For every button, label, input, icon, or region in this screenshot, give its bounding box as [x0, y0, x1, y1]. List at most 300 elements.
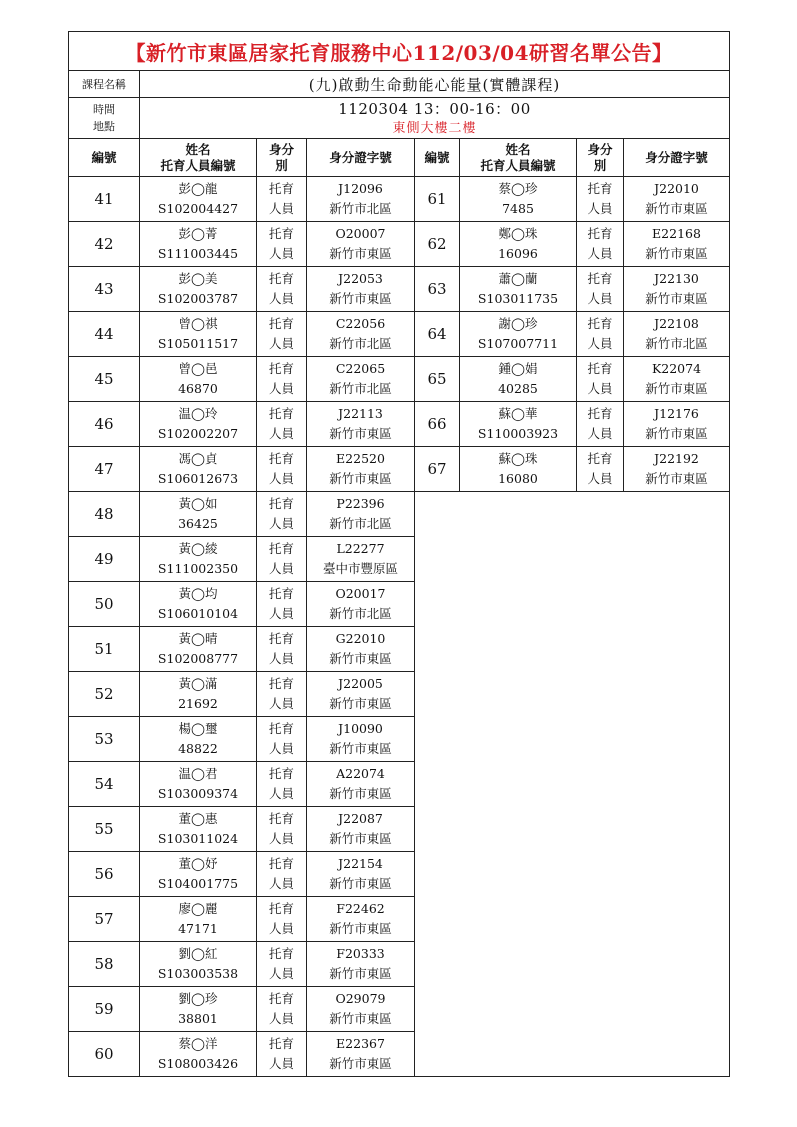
person-name: 楊◯璽 [178, 721, 218, 736]
person-name: 鍾◯娟 [498, 361, 538, 376]
id-area: 新竹市東區 [329, 426, 392, 441]
role-line2: 人員 [268, 471, 294, 486]
role-line2: 人員 [268, 516, 294, 531]
row-number-right: 66 [415, 402, 460, 447]
role-line1: 托育 [268, 181, 294, 196]
col-header-name-line1: 姓名 [185, 141, 211, 157]
person-name: 蔡◯洋 [178, 1036, 218, 1051]
role-line2: 人員 [268, 246, 294, 261]
row-number: 47 [69, 447, 140, 492]
id-number: C22065 [335, 361, 386, 376]
row-id-cell [307, 447, 415, 492]
row-id-cell [307, 312, 415, 357]
caregiver-code: S103009374 [157, 786, 239, 801]
role-line2: 人員 [268, 426, 294, 441]
person-name: 黃◯均 [178, 586, 218, 601]
id-number: A22074 [336, 766, 385, 781]
caregiver-code: S105011517 [157, 336, 239, 351]
role-line1: 托育 [268, 361, 294, 376]
caregiver-code: S106012673 [157, 471, 239, 486]
row-name-cell [140, 717, 257, 762]
row-id-cell [307, 537, 415, 582]
row-number: 57 [69, 897, 140, 942]
row-role-cell [257, 897, 307, 942]
person-name: 黃◯如 [178, 496, 218, 511]
person-name: 蕭◯蘭 [498, 271, 538, 286]
row-number: 58 [69, 942, 140, 987]
row-role-cell [257, 1032, 307, 1077]
id-number: J22005 [338, 676, 383, 691]
id-number: F20333 [336, 946, 385, 961]
id-area: 新竹市東區 [329, 471, 392, 486]
id-number: J22010 [654, 181, 699, 196]
row-name-cell-right [460, 402, 577, 447]
row-number: 48 [69, 492, 140, 537]
id-area: 新竹市北區 [329, 336, 392, 351]
row-number: 42 [69, 222, 140, 267]
person-name: 馮◯貞 [178, 451, 218, 466]
id-area: 新竹市東區 [645, 426, 708, 441]
caregiver-code: 7485 [502, 201, 534, 216]
person-name: 謝◯珍 [498, 316, 538, 331]
caregiver-code: S107007711 [477, 336, 559, 351]
row-number-right: 65 [415, 357, 460, 402]
role-line1: 托育 [268, 991, 294, 1006]
row-name-cell [140, 267, 257, 312]
role-line1: 托育 [268, 811, 294, 826]
id-area: 新竹市北區 [329, 606, 392, 621]
id-number: J10090 [338, 721, 383, 736]
row-id-cell [307, 222, 415, 267]
row-name-cell [140, 987, 257, 1032]
id-area: 新竹市北區 [645, 336, 708, 351]
table-row [69, 402, 730, 447]
caregiver-code: S111003445 [157, 246, 239, 261]
role-line1: 托育 [268, 316, 294, 331]
id-area: 新竹市東區 [329, 741, 392, 756]
role-line1: 托育 [587, 451, 613, 466]
caregiver-code: S102008777 [157, 651, 239, 666]
role-line1: 托育 [268, 541, 294, 556]
role-line1: 托育 [587, 226, 613, 241]
row-name-cell [140, 672, 257, 717]
role-line2: 人員 [268, 1056, 294, 1071]
caregiver-code: S103003538 [157, 966, 239, 981]
role-line2: 人員 [268, 336, 294, 351]
person-name: 董◯妤 [178, 856, 218, 871]
row-number: 51 [69, 627, 140, 672]
row-id-cell-right [624, 267, 730, 312]
row-number: 59 [69, 987, 140, 1032]
col-header-no-right: 編號 [415, 139, 460, 177]
role-line2: 人員 [587, 246, 613, 261]
row-number: 45 [69, 357, 140, 402]
role-line1: 托育 [268, 631, 294, 646]
person-name: 黃◯滿 [178, 676, 218, 691]
id-area: 新竹市東區 [645, 246, 708, 261]
table-row [69, 267, 730, 312]
role-line2: 人員 [268, 741, 294, 756]
row-id-cell [307, 177, 415, 222]
role-line1: 托育 [587, 316, 613, 331]
row-number: 41 [69, 177, 140, 222]
role-line1: 托育 [268, 1036, 294, 1051]
role-line2: 人員 [268, 786, 294, 801]
caregiver-code: 36425 [178, 516, 218, 531]
empty-area [415, 492, 730, 1077]
row-id-cell [307, 672, 415, 717]
row-role-cell [257, 312, 307, 357]
id-area: 新竹市北區 [329, 381, 392, 396]
row-id-cell [307, 267, 415, 312]
id-area: 新竹市東區 [329, 651, 392, 666]
caregiver-code: S102002207 [157, 426, 239, 441]
row-id-cell [307, 942, 415, 987]
caregiver-code: S103011024 [157, 831, 239, 846]
id-area: 新竹市東區 [329, 966, 392, 981]
row-number: 52 [69, 672, 140, 717]
row-name-cell [140, 312, 257, 357]
role-line2: 人員 [587, 291, 613, 306]
role-line1: 托育 [268, 496, 294, 511]
row-id-cell [307, 402, 415, 447]
row-number: 55 [69, 807, 140, 852]
row-id-cell [307, 717, 415, 762]
person-name: 温◯君 [178, 766, 218, 781]
row-number: 44 [69, 312, 140, 357]
row-id-cell [307, 582, 415, 627]
row-role-cell [257, 267, 307, 312]
id-number: J12096 [338, 181, 383, 196]
col-header-role-line1-right: 身分 [587, 141, 613, 157]
row-role-cell [257, 582, 307, 627]
row-name-cell [140, 807, 257, 852]
row-id-cell-right [624, 447, 730, 492]
person-name: 蘇◯華 [498, 406, 538, 421]
row-role-cell-right [577, 267, 624, 312]
id-number: G22010 [335, 631, 386, 646]
row-role-cell-right [577, 222, 624, 267]
id-area: 新竹市東區 [329, 1011, 392, 1026]
row-role-cell [257, 672, 307, 717]
caregiver-code: 38801 [178, 1011, 218, 1026]
id-number: E22520 [336, 451, 385, 466]
row-id-cell [307, 762, 415, 807]
role-line2: 人員 [268, 876, 294, 891]
role-line1: 托育 [587, 271, 613, 286]
id-area: 新竹市東區 [645, 381, 708, 396]
role-line1: 托育 [268, 946, 294, 961]
role-line2: 人員 [268, 381, 294, 396]
row-number: 49 [69, 537, 140, 582]
caregiver-code: 40285 [498, 381, 538, 396]
time-place-values [140, 98, 730, 139]
col-header-name-line2: 托育人員編號 [160, 157, 236, 173]
person-name: 黃◯晴 [178, 631, 218, 646]
id-area: 新竹市東區 [329, 696, 392, 711]
person-name: 蔡◯珍 [498, 181, 538, 196]
person-name: 蘇◯珠 [498, 451, 538, 466]
row-role-cell [257, 222, 307, 267]
row-role-cell [257, 537, 307, 582]
row-name-cell-right [460, 357, 577, 402]
row-role-cell [257, 717, 307, 762]
row-id-cell [307, 1032, 415, 1077]
person-name: 廖◯麗 [178, 901, 218, 916]
role-line1: 托育 [268, 766, 294, 781]
id-number: J22130 [654, 271, 699, 286]
header-table [68, 31, 730, 139]
caregiver-code: S110003923 [477, 426, 559, 441]
person-name: 曾◯祺 [178, 316, 218, 331]
row-number-right: 62 [415, 222, 460, 267]
col-header-role-right [577, 139, 624, 177]
role-line2: 人員 [268, 606, 294, 621]
row-id-cell [307, 492, 415, 537]
role-line2: 人員 [268, 651, 294, 666]
caregiver-code: S111002350 [157, 561, 239, 576]
row-id-cell-right [624, 312, 730, 357]
person-name: 温◯玲 [178, 406, 218, 421]
page-title: 【新竹市東區居家托育服務中心112/03/04研習名單公告】 [69, 32, 730, 71]
id-number: L22277 [336, 541, 385, 556]
table-row [69, 177, 730, 222]
id-number: J22108 [654, 316, 699, 331]
course-label: 課程名稱 [69, 71, 140, 98]
id-area: 新竹市東區 [329, 786, 392, 801]
row-name-cell [140, 492, 257, 537]
role-line1: 托育 [268, 586, 294, 601]
row-number-right: 64 [415, 312, 460, 357]
caregiver-code: S102003787 [157, 291, 239, 306]
row-number-right: 61 [415, 177, 460, 222]
row-id-cell-right [624, 222, 730, 267]
row-name-cell [140, 177, 257, 222]
col-header-name-line2-right: 托育人員編號 [480, 157, 556, 173]
role-line2: 人員 [268, 966, 294, 981]
role-line1: 托育 [268, 721, 294, 736]
row-name-cell [140, 447, 257, 492]
id-number: J22154 [338, 856, 383, 871]
id-area: 新竹市東區 [329, 291, 392, 306]
id-number: O20017 [335, 586, 386, 601]
id-area: 臺中市豐原區 [322, 561, 398, 576]
table-row [69, 222, 730, 267]
role-line2: 人員 [587, 201, 613, 216]
id-area: 新竹市東區 [329, 921, 392, 936]
role-line1: 托育 [587, 181, 613, 196]
caregiver-code: S108003426 [157, 1056, 239, 1071]
role-line1: 托育 [587, 406, 613, 421]
person-name: 彭◯菁 [178, 226, 218, 241]
place-value: 東側大樓二樓 [392, 121, 477, 136]
row-name-cell-right [460, 177, 577, 222]
time-place-labels [69, 98, 140, 139]
caregiver-code: 21692 [178, 696, 218, 711]
id-area: 新竹市東區 [329, 1056, 392, 1071]
caregiver-code: S103011735 [477, 291, 559, 306]
id-number: C22056 [335, 316, 386, 331]
table-row [69, 312, 730, 357]
row-name-cell [140, 537, 257, 582]
role-line2: 人員 [268, 291, 294, 306]
role-line1: 托育 [268, 451, 294, 466]
role-line2: 人員 [268, 921, 294, 936]
row-role-cell-right [577, 402, 624, 447]
row-name-cell [140, 402, 257, 447]
id-area: 新竹市東區 [329, 831, 392, 846]
roster-table [68, 138, 730, 1077]
row-name-cell [140, 627, 257, 672]
id-number: J22053 [338, 271, 383, 286]
row-name-cell [140, 942, 257, 987]
person-name: 劉◯紅 [178, 946, 218, 961]
role-line2: 人員 [268, 831, 294, 846]
row-id-cell-right [624, 177, 730, 222]
caregiver-code: S104001775 [157, 876, 239, 891]
id-number: E22367 [336, 1036, 385, 1051]
role-line1: 托育 [268, 901, 294, 916]
course-name: (九)啟動生命動能心能量(實體課程) [140, 71, 730, 98]
id-number: J12176 [654, 406, 699, 421]
roster-sheet [68, 31, 729, 1077]
id-area: 新竹市北區 [329, 201, 392, 216]
id-area: 新竹市東區 [645, 201, 708, 216]
role-line2: 人員 [268, 561, 294, 576]
role-line1: 托育 [587, 361, 613, 376]
row-name-cell-right [460, 447, 577, 492]
row-number-right: 63 [415, 267, 460, 312]
row-id-cell [307, 897, 415, 942]
row-id-cell-right [624, 357, 730, 402]
id-number: K22074 [651, 361, 702, 376]
id-area: 新竹市東區 [645, 291, 708, 306]
row-role-cell-right [577, 312, 624, 357]
person-name: 曾◯邑 [178, 361, 218, 376]
row-role-cell-right [577, 447, 624, 492]
roster-body [69, 177, 730, 1077]
person-name: 董◯惠 [178, 811, 218, 826]
role-line2: 人員 [587, 426, 613, 441]
row-role-cell [257, 987, 307, 1032]
col-header-role [257, 139, 307, 177]
col-header-role-line1: 身分 [268, 141, 294, 157]
id-number: F22462 [336, 901, 385, 916]
row-role-cell [257, 807, 307, 852]
id-number: J22113 [338, 406, 383, 421]
col-header-id-right: 身分證字號 [624, 139, 730, 177]
row-id-cell [307, 357, 415, 402]
place-label: 地點 [93, 120, 115, 133]
col-header-name-right [460, 139, 577, 177]
col-header-no: 編號 [69, 139, 140, 177]
row-role-cell [257, 762, 307, 807]
person-name: 鄭◯珠 [498, 226, 538, 241]
id-area: 新竹市東區 [329, 876, 392, 891]
id-number: O20007 [335, 226, 386, 241]
row-id-cell [307, 807, 415, 852]
row-number: 53 [69, 717, 140, 762]
id-number: J22087 [338, 811, 383, 826]
time-value: 1120304 13：00-16：00 [338, 100, 531, 118]
row-id-cell [307, 987, 415, 1032]
row-role-cell [257, 357, 307, 402]
person-name: 劉◯珍 [178, 991, 218, 1006]
row-name-cell [140, 762, 257, 807]
caregiver-code: 47171 [178, 921, 218, 936]
row-role-cell [257, 627, 307, 672]
role-line2: 人員 [587, 381, 613, 396]
role-line1: 托育 [268, 856, 294, 871]
row-name-cell [140, 1032, 257, 1077]
id-number: J22192 [654, 451, 699, 466]
col-header-role-line2-right: 別 [593, 157, 607, 173]
row-number: 43 [69, 267, 140, 312]
caregiver-code: S106010104 [157, 606, 239, 621]
row-name-cell [140, 357, 257, 402]
time-label: 時間 [93, 103, 115, 116]
row-id-cell [307, 627, 415, 672]
row-name-cell-right [460, 222, 577, 267]
role-line1: 托育 [268, 676, 294, 691]
caregiver-code: S102004427 [157, 201, 239, 216]
role-line1: 托育 [268, 406, 294, 421]
role-line1: 托育 [268, 271, 294, 286]
row-number: 50 [69, 582, 140, 627]
row-number: 54 [69, 762, 140, 807]
caregiver-code: 16096 [498, 246, 538, 261]
role-line2: 人員 [268, 1011, 294, 1026]
row-role-cell [257, 402, 307, 447]
row-number: 46 [69, 402, 140, 447]
row-name-cell [140, 222, 257, 267]
row-role-cell [257, 447, 307, 492]
caregiver-code: 46870 [178, 381, 218, 396]
row-name-cell-right [460, 267, 577, 312]
role-line1: 托育 [268, 226, 294, 241]
row-id-cell-right [624, 402, 730, 447]
col-header-id: 身分證字號 [307, 139, 415, 177]
id-area: 新竹市東區 [329, 246, 392, 261]
row-role-cell [257, 177, 307, 222]
row-name-cell [140, 582, 257, 627]
table-row [69, 357, 730, 402]
person-name: 彭◯龍 [178, 181, 218, 196]
row-name-cell-right [460, 312, 577, 357]
person-name: 彭◯美 [178, 271, 218, 286]
row-name-cell [140, 897, 257, 942]
row-id-cell [307, 852, 415, 897]
row-role-cell [257, 852, 307, 897]
col-header-name [140, 139, 257, 177]
table-row [69, 492, 730, 537]
caregiver-code: 48822 [178, 741, 218, 756]
row-number-right: 67 [415, 447, 460, 492]
id-number: P22396 [336, 496, 385, 511]
role-line2: 人員 [587, 471, 613, 486]
row-number: 56 [69, 852, 140, 897]
row-role-cell [257, 492, 307, 537]
role-line2: 人員 [268, 696, 294, 711]
caregiver-code: 16080 [498, 471, 538, 486]
row-role-cell-right [577, 177, 624, 222]
row-role-cell-right [577, 357, 624, 402]
col-header-role-line2: 別 [275, 157, 288, 173]
role-line2: 人員 [268, 201, 294, 216]
table-row [69, 447, 730, 492]
id-number: E22168 [652, 226, 701, 241]
col-header-name-line1-right: 姓名 [505, 141, 531, 157]
